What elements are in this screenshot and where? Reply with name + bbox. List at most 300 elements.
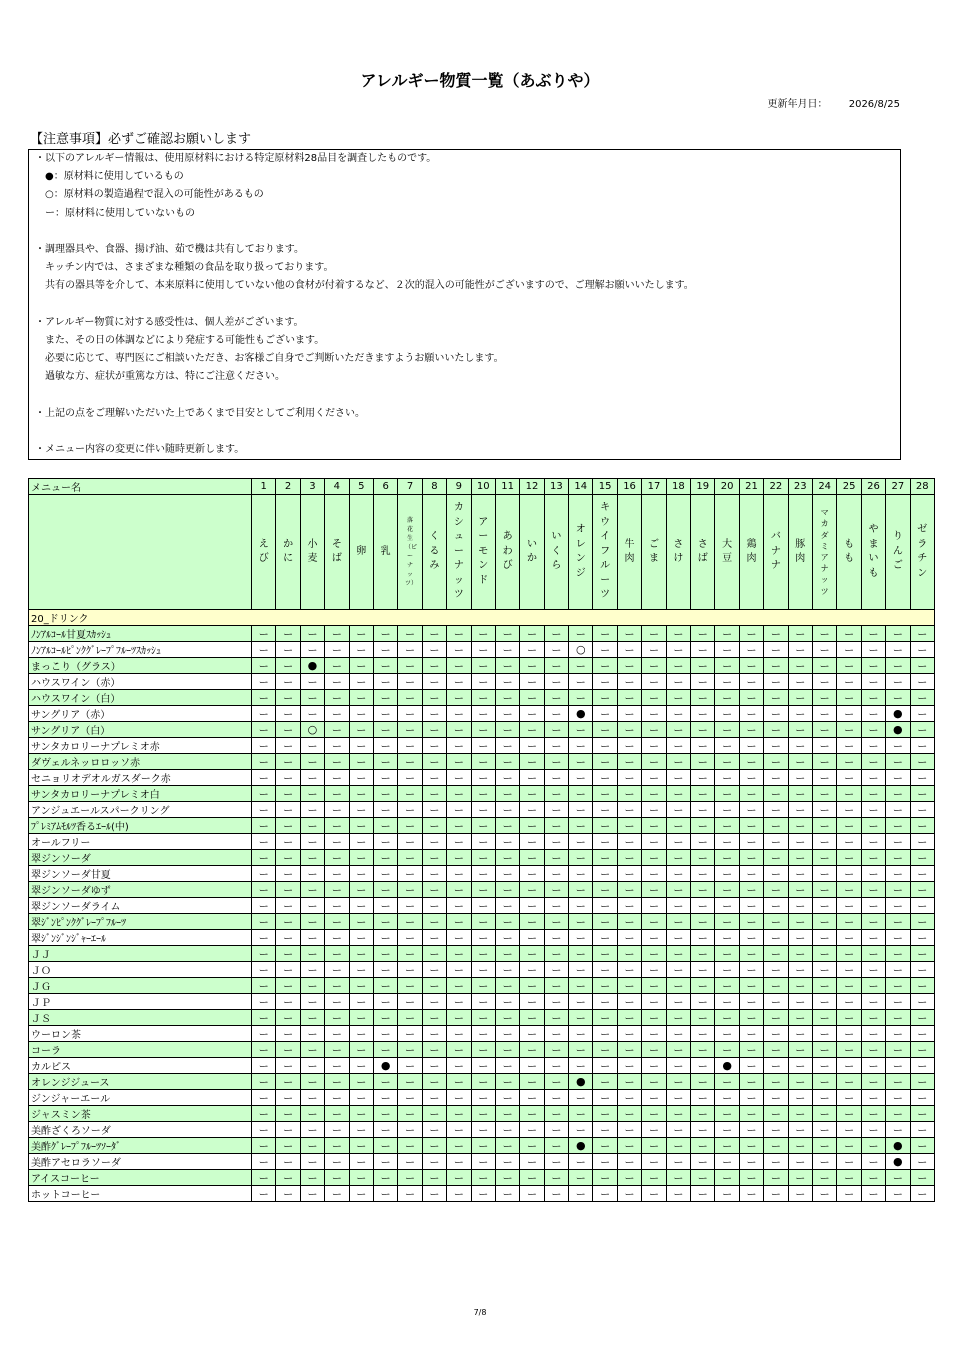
allergen-cell: ー — [788, 1058, 812, 1074]
allergen-cell: ー — [715, 1010, 739, 1026]
allergen-cell: ー — [544, 818, 568, 834]
allergen-number: 4 — [325, 479, 349, 495]
allergen-cell: ー — [642, 738, 666, 754]
allergen-cell: ー — [764, 1186, 788, 1202]
allergen-cell: ー — [276, 658, 300, 674]
allergen-name: 大豆 — [722, 538, 733, 564]
allergen-cell: ー — [691, 1010, 715, 1026]
allergen-cell: ー — [349, 962, 373, 978]
allergen-cell: ー — [276, 1170, 300, 1186]
allergen-cell: ー — [276, 1122, 300, 1138]
allergen-cell: ー — [910, 1122, 934, 1138]
allergen-cell: ー — [666, 898, 690, 914]
allergen-cell: ー — [861, 1138, 885, 1154]
allergen-cell: ー — [252, 770, 276, 786]
allergen-cell: ー — [617, 834, 641, 850]
allergen-cell: ー — [715, 642, 739, 658]
allergen-cell: ー — [739, 706, 763, 722]
menu-name: 美酢ざくろソーダ — [29, 1122, 252, 1138]
allergen-cell: ー — [739, 674, 763, 690]
allergen-cell: ー — [300, 1122, 324, 1138]
allergen-cell: ー — [764, 658, 788, 674]
allergen-cell: ー — [788, 642, 812, 658]
allergen-header — [886, 495, 910, 610]
notice-line: ○：原材料の製造過程で混入の可能性があるもの — [35, 189, 264, 201]
allergen-cell: ー — [422, 1058, 446, 1074]
allergen-cell: ー — [495, 642, 519, 658]
allergen-cell: ー — [691, 1058, 715, 1074]
allergen-cell: ー — [910, 1058, 934, 1074]
allergen-cell: ー — [276, 834, 300, 850]
allergen-cell: ー — [325, 882, 349, 898]
allergen-cell: ー — [739, 802, 763, 818]
allergen-cell: ー — [300, 946, 324, 962]
allergen-cell: ー — [276, 1026, 300, 1042]
allergen-cell: ー — [861, 818, 885, 834]
allergen-cell: ー — [373, 850, 397, 866]
allergen-cell: ー — [300, 1090, 324, 1106]
allergen-cell: ー — [861, 754, 885, 770]
allergen-cell: ー — [471, 1026, 495, 1042]
allergen-cell: ー — [593, 1026, 617, 1042]
allergen-cell: ー — [764, 818, 788, 834]
allergen-cell: ー — [373, 882, 397, 898]
allergen-cell: ー — [373, 818, 397, 834]
table-row — [29, 1090, 935, 1106]
notice-heading: 【注意事項】必ずご確認お願いします — [30, 132, 252, 147]
allergen-cell: ー — [715, 1026, 739, 1042]
allergen-cell: ー — [788, 706, 812, 722]
allergen-cell: ー — [642, 1074, 666, 1090]
allergen-cell: ー — [593, 1106, 617, 1122]
allergen-cell: ー — [569, 882, 593, 898]
allergen-cell: ー — [349, 754, 373, 770]
allergen-cell: ● — [569, 1138, 593, 1154]
allergen-cell: ー — [398, 802, 422, 818]
allergen-cell: ー — [691, 866, 715, 882]
allergen-cell: ー — [812, 1154, 836, 1170]
allergen-cell: ー — [788, 1074, 812, 1090]
allergen-number: 13 — [544, 479, 568, 495]
allergen-cell: ー — [910, 786, 934, 802]
allergen-cell: ー — [276, 1090, 300, 1106]
allergen-cell: ー — [910, 722, 934, 738]
allergen-cell: ○ — [300, 722, 324, 738]
allergen-cell: ー — [642, 818, 666, 834]
allergen-cell: ー — [422, 722, 446, 738]
allergen-cell: ー — [544, 642, 568, 658]
allergen-cell: ー — [325, 1090, 349, 1106]
allergen-cell: ー — [837, 866, 861, 882]
menu-name: ＪＧ — [29, 978, 252, 994]
allergen-cell: ○ — [569, 642, 593, 658]
allergen-cell: ー — [471, 674, 495, 690]
allergen-cell: ー — [861, 866, 885, 882]
allergen-cell: ー — [910, 1026, 934, 1042]
allergen-cell: ー — [471, 1058, 495, 1074]
allergen-cell: ー — [837, 658, 861, 674]
table-row — [29, 818, 935, 834]
allergen-cell: ー — [861, 802, 885, 818]
allergen-cell: ー — [349, 994, 373, 1010]
menu-name: ハウスワイン（白） — [29, 690, 252, 706]
allergen-cell: ー — [593, 946, 617, 962]
allergen-cell: ー — [349, 930, 373, 946]
allergen-cell: ー — [861, 658, 885, 674]
allergen-cell: ー — [252, 962, 276, 978]
allergen-cell: ー — [544, 1186, 568, 1202]
table-row — [29, 1138, 935, 1154]
allergen-cell: ー — [276, 1138, 300, 1154]
allergen-cell: ー — [764, 1170, 788, 1186]
allergen-cell: ー — [373, 802, 397, 818]
allergen-cell: ー — [398, 1042, 422, 1058]
allergen-header — [447, 495, 471, 610]
table-row — [29, 658, 935, 674]
allergen-cell: ー — [739, 1010, 763, 1026]
allergen-cell: ー — [837, 978, 861, 994]
allergen-cell: ー — [520, 994, 544, 1010]
allergen-cell: ー — [715, 658, 739, 674]
allergen-cell: ● — [569, 706, 593, 722]
allergen-number: 8 — [422, 479, 446, 495]
allergen-header — [617, 495, 641, 610]
allergen-cell: ー — [300, 1170, 324, 1186]
allergen-cell: ー — [617, 1170, 641, 1186]
allergen-cell: ー — [861, 1154, 885, 1170]
allergen-cell: ー — [325, 770, 349, 786]
allergen-cell: ー — [349, 1074, 373, 1090]
allergen-cell: ー — [642, 930, 666, 946]
allergen-number: 5 — [349, 479, 373, 495]
allergen-cell: ー — [398, 994, 422, 1010]
allergen-cell: ー — [715, 978, 739, 994]
allergen-cell: ー — [764, 802, 788, 818]
allergen-cell: ー — [252, 754, 276, 770]
allergen-cell: ー — [447, 866, 471, 882]
allergen-cell: ー — [910, 770, 934, 786]
allergen-name: バナナ — [770, 531, 781, 572]
allergen-cell: ー — [886, 1106, 910, 1122]
allergen-cell: ー — [593, 770, 617, 786]
allergen-cell: ー — [252, 706, 276, 722]
allergen-cell: ー — [715, 1186, 739, 1202]
allergen-cell: ー — [886, 1186, 910, 1202]
allergen-cell: ー — [325, 1154, 349, 1170]
allergen-cell: ー — [447, 1058, 471, 1074]
allergen-header — [276, 495, 300, 610]
allergen-cell: ー — [495, 706, 519, 722]
menu-name: カルピス — [29, 1058, 252, 1074]
allergen-cell: ー — [666, 1042, 690, 1058]
allergen-cell: ー — [544, 706, 568, 722]
allergen-cell: ー — [788, 722, 812, 738]
allergen-cell: ー — [886, 738, 910, 754]
allergen-cell: ー — [642, 978, 666, 994]
allergen-cell: ー — [471, 930, 495, 946]
allergen-cell: ー — [447, 994, 471, 1010]
allergen-cell: ー — [398, 770, 422, 786]
allergen-cell: ー — [886, 690, 910, 706]
allergen-cell: ー — [373, 1170, 397, 1186]
allergen-cell: ー — [520, 626, 544, 642]
allergen-cell: ー — [764, 1106, 788, 1122]
allergen-cell: ー — [349, 978, 373, 994]
allergen-cell: ー — [691, 914, 715, 930]
allergen-cell: ー — [739, 962, 763, 978]
table-row — [29, 994, 935, 1010]
allergen-cell: ー — [691, 1186, 715, 1202]
allergen-cell: ー — [764, 1154, 788, 1170]
allergen-name: さば — [697, 538, 708, 564]
allergen-cell: ー — [861, 1122, 885, 1138]
allergen-cell: ー — [544, 914, 568, 930]
allergen-cell: ー — [764, 946, 788, 962]
allergen-cell: ー — [447, 770, 471, 786]
allergen-cell: ー — [349, 1170, 373, 1186]
allergen-cell: ー — [447, 786, 471, 802]
allergen-cell: ー — [617, 946, 641, 962]
allergen-cell: ー — [447, 930, 471, 946]
allergen-number: 9 — [447, 479, 471, 495]
allergen-name: 小麦 — [307, 538, 318, 564]
allergen-cell: ー — [837, 770, 861, 786]
allergen-name: そば — [331, 538, 342, 564]
allergen-cell: ー — [422, 674, 446, 690]
allergen-cell: ー — [300, 786, 324, 802]
allergen-cell: ー — [837, 1058, 861, 1074]
allergen-cell: ー — [642, 1010, 666, 1026]
allergen-cell: ー — [544, 802, 568, 818]
allergen-cell: ー — [764, 674, 788, 690]
allergen-cell: ー — [422, 962, 446, 978]
allergen-cell: ー — [812, 978, 836, 994]
notice-line: 過敏な方、症状が重篤な方は、特にご注意ください。 — [35, 371, 285, 383]
allergen-cell: ー — [739, 722, 763, 738]
allergen-cell: ー — [569, 674, 593, 690]
allergen-cell: ー — [300, 818, 324, 834]
allergen-cell: ー — [471, 722, 495, 738]
table-row — [29, 706, 935, 722]
allergen-cell: ー — [910, 962, 934, 978]
allergen-cell: ー — [666, 834, 690, 850]
allergen-cell: ー — [447, 754, 471, 770]
allergen-cell: ー — [520, 1186, 544, 1202]
table-row — [29, 738, 935, 754]
allergen-cell: ー — [886, 626, 910, 642]
allergen-cell: ー — [471, 1170, 495, 1186]
allergen-cell: ー — [642, 690, 666, 706]
allergen-cell: ー — [422, 1138, 446, 1154]
menu-name: アンジュエールスパークリング — [29, 802, 252, 818]
allergen-cell: ー — [300, 1042, 324, 1058]
allergen-cell: ー — [252, 1026, 276, 1042]
allergen-cell: ー — [837, 754, 861, 770]
allergen-cell: ー — [349, 898, 373, 914]
allergen-cell: ー — [276, 850, 300, 866]
allergen-number: 15 — [593, 479, 617, 495]
allergen-cell: ー — [325, 1042, 349, 1058]
allergen-cell: ー — [422, 1122, 446, 1138]
allergen-cell: ー — [422, 642, 446, 658]
allergen-cell: ー — [593, 818, 617, 834]
allergen-cell: ー — [544, 1154, 568, 1170]
allergen-cell: ー — [569, 818, 593, 834]
allergen-cell: ー — [349, 626, 373, 642]
table-row — [29, 1074, 935, 1090]
allergen-cell: ー — [812, 690, 836, 706]
allergen-header — [422, 495, 446, 610]
table-row — [29, 722, 935, 738]
allergen-cell: ー — [447, 690, 471, 706]
allergen-cell: ー — [739, 930, 763, 946]
allergen-cell: ー — [422, 882, 446, 898]
allergen-cell: ー — [715, 754, 739, 770]
allergen-cell: ー — [422, 994, 446, 1010]
allergen-cell: ー — [544, 754, 568, 770]
allergen-cell: ー — [666, 994, 690, 1010]
allergen-cell: ー — [739, 994, 763, 1010]
allergen-cell: ー — [398, 1090, 422, 1106]
allergen-cell: ー — [593, 1186, 617, 1202]
allergen-cell: ー — [617, 1090, 641, 1106]
allergen-cell: ー — [300, 802, 324, 818]
allergen-cell: ー — [861, 722, 885, 738]
allergen-cell: ー — [373, 914, 397, 930]
allergen-cell: ー — [837, 994, 861, 1010]
allergen-cell: ー — [495, 722, 519, 738]
allergen-cell: ー — [812, 786, 836, 802]
allergen-cell: ー — [300, 626, 324, 642]
notice-line — [35, 223, 900, 241]
allergen-cell: ー — [520, 866, 544, 882]
allergen-cell: ー — [544, 1106, 568, 1122]
allergen-cell: ー — [447, 1074, 471, 1090]
allergen-cell: ー — [276, 898, 300, 914]
allergen-cell: ー — [886, 802, 910, 818]
table-row — [29, 1026, 935, 1042]
allergen-cell: ー — [373, 978, 397, 994]
allergen-cell: ー — [325, 914, 349, 930]
allergen-cell: ー — [812, 1074, 836, 1090]
allergen-cell: ー — [373, 770, 397, 786]
allergen-cell: ー — [666, 690, 690, 706]
allergen-cell: ー — [837, 642, 861, 658]
allergen-cell: ー — [910, 802, 934, 818]
allergen-cell: ー — [300, 1138, 324, 1154]
allergen-name: マカダミアナッツ — [820, 508, 829, 596]
allergen-cell: ー — [471, 898, 495, 914]
allergen-cell: ー — [764, 770, 788, 786]
allergen-cell: ー — [788, 690, 812, 706]
allergen-cell: ー — [471, 706, 495, 722]
allergen-cell: ー — [398, 738, 422, 754]
allergen-cell: ー — [886, 818, 910, 834]
menu-name: ジャスミン茶 — [29, 1106, 252, 1122]
allergen-cell: ー — [398, 642, 422, 658]
allergen-cell: ー — [861, 994, 885, 1010]
allergen-cell: ー — [495, 818, 519, 834]
allergen-cell: ー — [861, 834, 885, 850]
allergen-cell: ● — [886, 722, 910, 738]
table-row — [29, 1058, 935, 1074]
menu-name: 翠ジンソーダ — [29, 850, 252, 866]
allergen-cell: ー — [349, 1058, 373, 1074]
allergen-cell: ー — [252, 786, 276, 802]
allergen-header — [398, 495, 422, 610]
allergen-cell: ー — [788, 786, 812, 802]
allergen-cell: ー — [593, 674, 617, 690]
allergen-cell: ー — [398, 850, 422, 866]
allergen-cell: ー — [715, 818, 739, 834]
allergen-cell: ー — [349, 770, 373, 786]
allergen-cell: ー — [642, 914, 666, 930]
allergen-cell: ー — [837, 1154, 861, 1170]
allergen-cell: ー — [886, 1170, 910, 1186]
allergen-cell: ー — [666, 642, 690, 658]
allergen-cell: ー — [276, 690, 300, 706]
allergen-cell: ー — [812, 1042, 836, 1058]
allergen-cell: ー — [520, 658, 544, 674]
allergen-cell: ー — [617, 914, 641, 930]
allergen-cell: ー — [764, 1042, 788, 1058]
allergen-cell: ー — [422, 1186, 446, 1202]
allergen-cell: ー — [764, 1122, 788, 1138]
allergen-cell: ー — [325, 850, 349, 866]
allergen-cell: ー — [276, 914, 300, 930]
menu-name: アイスコーヒー — [29, 1170, 252, 1186]
allergen-cell: ー — [666, 674, 690, 690]
allergen-cell: ー — [398, 1138, 422, 1154]
allergen-cell: ● — [300, 658, 324, 674]
allergen-cell: ー — [691, 706, 715, 722]
allergen-cell: ー — [471, 1074, 495, 1090]
allergen-cell: ー — [886, 1058, 910, 1074]
allergen-cell: ー — [447, 1122, 471, 1138]
allergen-cell: ー — [447, 1170, 471, 1186]
allergen-cell: ー — [691, 754, 715, 770]
allergen-cell: ー — [325, 930, 349, 946]
allergen-cell: ー — [520, 1074, 544, 1090]
allergen-cell: ー — [739, 898, 763, 914]
allergen-cell: ー — [886, 1122, 910, 1138]
allergen-cell: ー — [252, 978, 276, 994]
allergen-cell: ー — [642, 850, 666, 866]
allergen-header — [544, 495, 568, 610]
allergen-cell: ー — [300, 706, 324, 722]
allergen-cell: ー — [642, 754, 666, 770]
allergen-cell: ー — [471, 626, 495, 642]
allergen-cell: ー — [593, 1154, 617, 1170]
allergen-cell: ー — [373, 994, 397, 1010]
allergen-cell: ー — [861, 978, 885, 994]
allergen-cell: ー — [837, 1026, 861, 1042]
allergen-cell: ー — [593, 914, 617, 930]
allergen-cell: ー — [300, 850, 324, 866]
allergen-cell: ー — [544, 674, 568, 690]
allergen-cell: ー — [910, 1170, 934, 1186]
allergen-cell: ー — [812, 994, 836, 1010]
menu-name: ダヴェルネッロロッソ赤 — [29, 754, 252, 770]
allergen-cell: ー — [252, 738, 276, 754]
allergen-cell: ー — [252, 930, 276, 946]
allergen-cell: ー — [861, 1106, 885, 1122]
allergen-cell: ー — [788, 802, 812, 818]
allergen-number: 2 — [276, 479, 300, 495]
allergen-cell: ー — [495, 1042, 519, 1058]
allergy-table — [28, 478, 935, 1202]
allergen-cell: ー — [788, 754, 812, 770]
